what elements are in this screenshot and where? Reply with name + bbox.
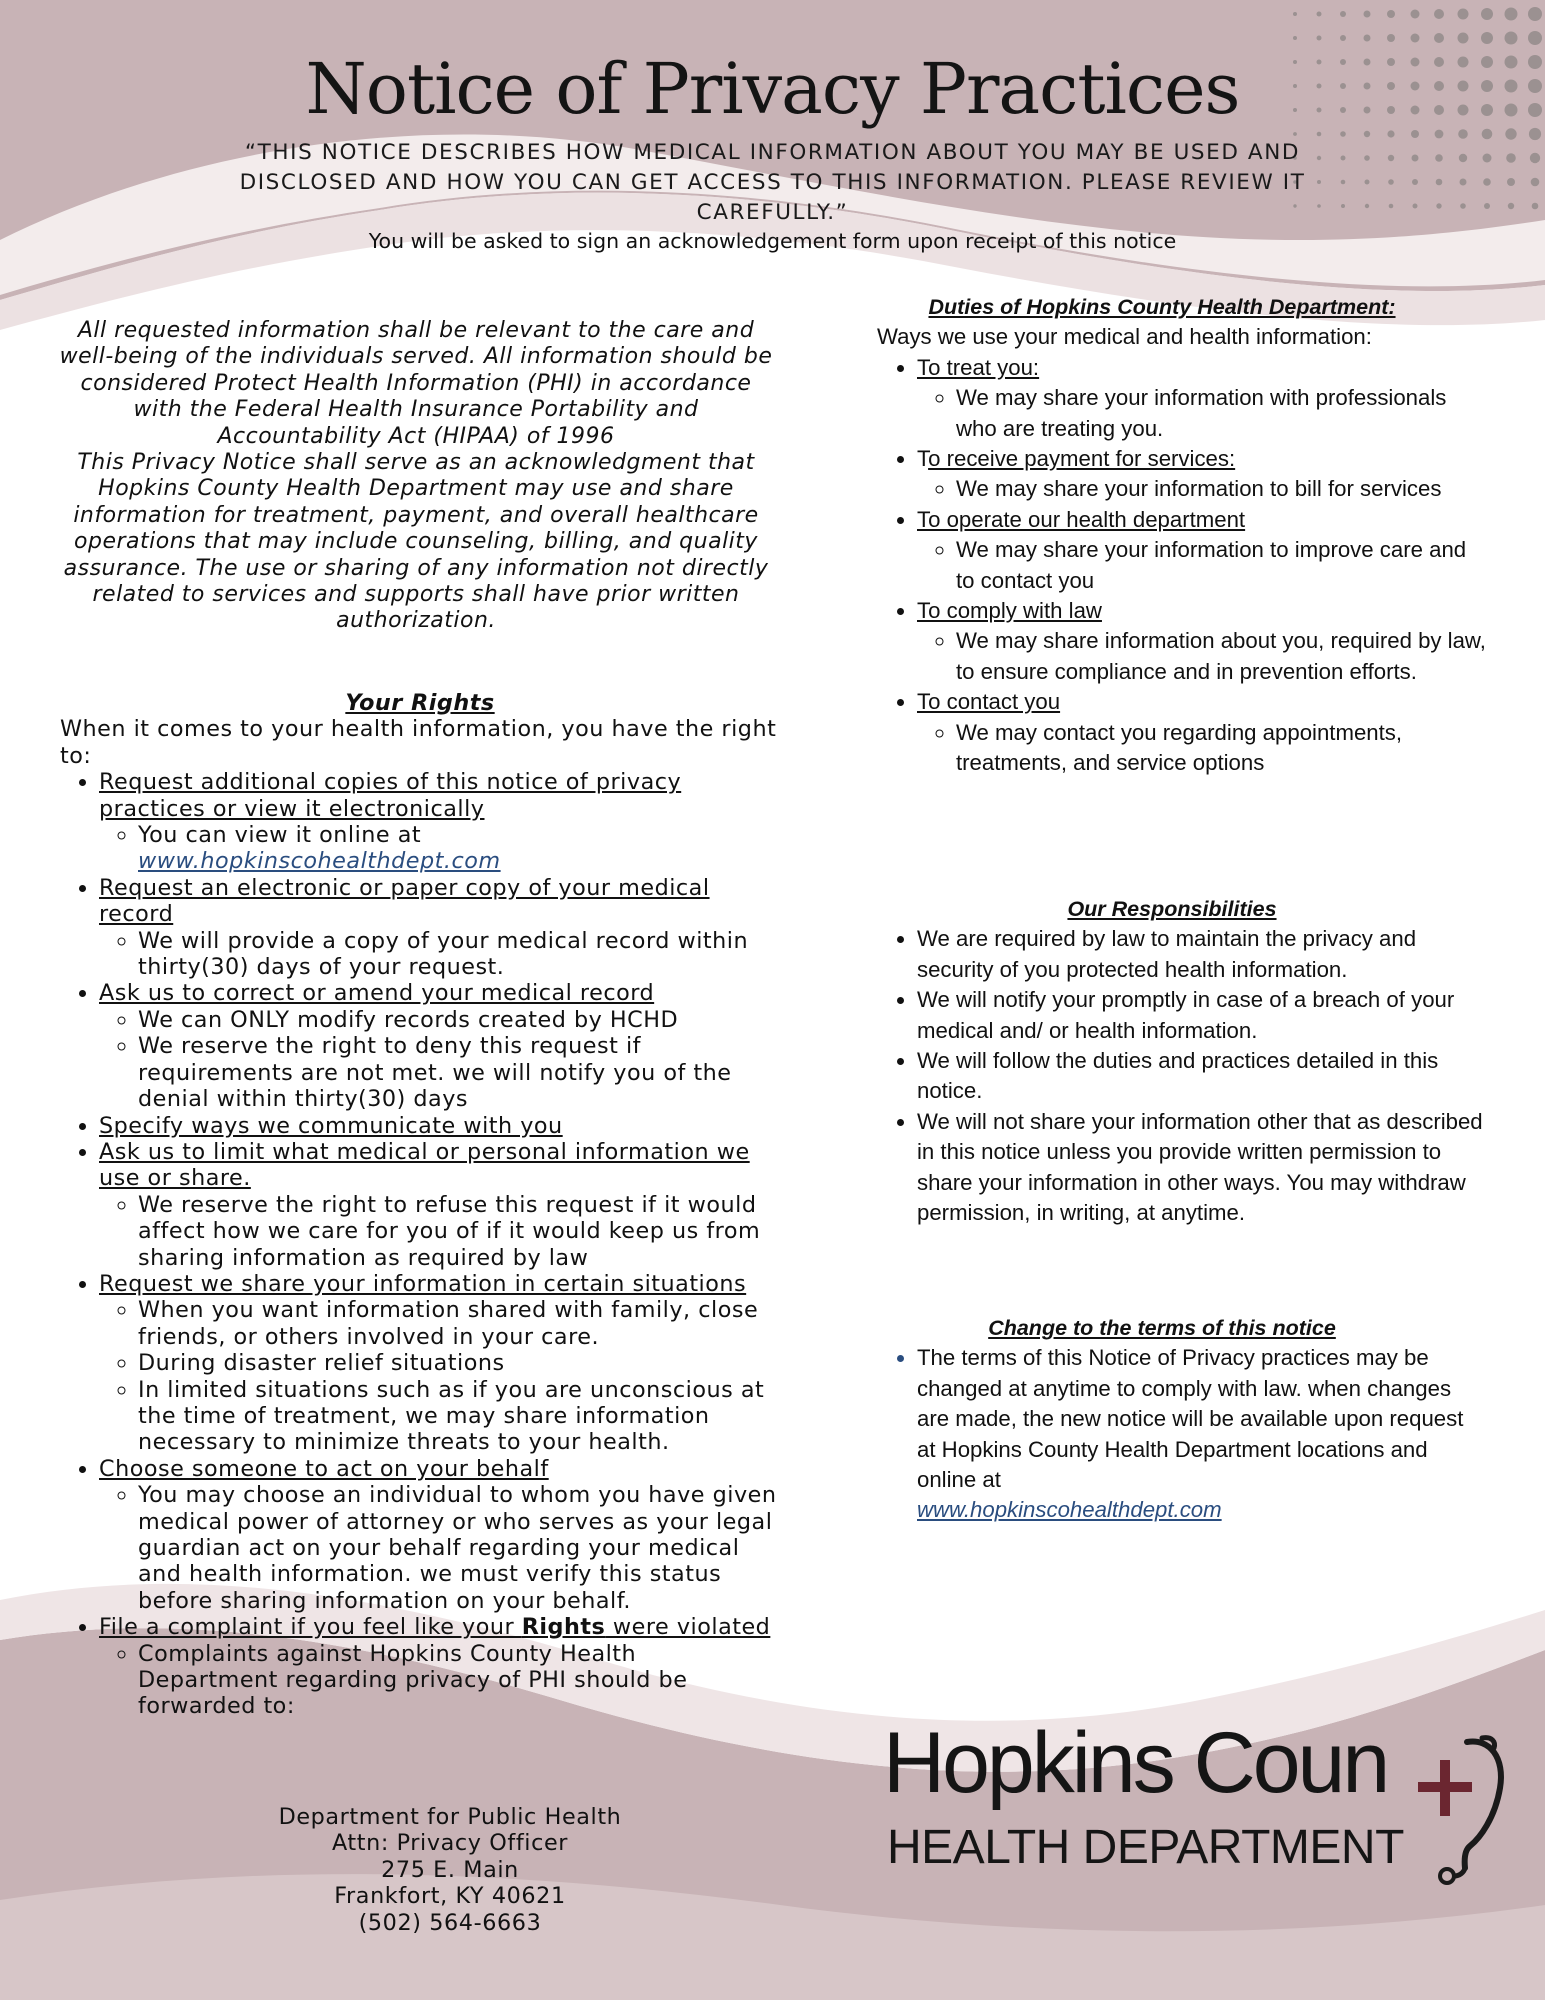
- sub-list-item: ◦ In limited situations such as if you are unconscious at the time of treatment, we may share information necessary to minimize threats to your health.: [138, 1377, 780, 1456]
- decorative-dot: [1340, 11, 1346, 17]
- decorative-dot: [1317, 36, 1322, 41]
- list-item: [99, 1614, 780, 1720]
- decorative-dot: [1293, 36, 1297, 40]
- list-item-label: Ask us to correct or amend your medical record: [99, 980, 655, 1007]
- sub-list-item: ◦ Complaints against Hopkins County Health Department regarding privacy of PHI should be forwarded to:: [138, 1641, 780, 1720]
- hopkins-county-logo: [880, 1715, 1520, 1888]
- list-item-label: Specify ways we communicate with you: [99, 1112, 563, 1139]
- decorative-dot: [1341, 204, 1345, 208]
- list-item: • We will notify your promptly in case of a breach of your medical and/ or health information.: [917, 985, 1487, 1046]
- rights-lead: When it comes to your health information, you have the right to:: [60, 716, 777, 769]
- decorative-dot: [1388, 155, 1394, 161]
- decorative-dot: [1458, 9, 1469, 20]
- acknowledgement-note: You will be asked to sign an acknowledgement form upon receipt of this notice: [368, 229, 1177, 253]
- decorative-dot: [1435, 154, 1443, 162]
- decorative-dot: [1505, 8, 1518, 21]
- decorative-dot: [1532, 203, 1539, 210]
- decorative-dot: [1340, 131, 1346, 137]
- your-rights-heading: Your Rights: [345, 690, 495, 716]
- responsibilities-list: [877, 924, 1487, 1228]
- decorative-dot: [1388, 179, 1394, 185]
- notice-line: CAREFULLY.”: [696, 200, 849, 225]
- label-part: File a complaint if you feel like your: [99, 1614, 522, 1641]
- decorative-dot: [1436, 179, 1443, 186]
- list-item-label: To treat you:: [917, 354, 1040, 380]
- label-part: were violated: [605, 1614, 771, 1641]
- list-item: [917, 444, 1487, 505]
- sub-list-item: ◦ When you want information shared with family, close friends, or others involved in your care.: [138, 1297, 780, 1350]
- label-part: T: [917, 446, 929, 472]
- decorative-dot: [1364, 11, 1371, 18]
- mailing-address: [200, 1804, 700, 1936]
- list-item: • We are required by law to maintain the privacy and security of you protected health information.: [917, 924, 1487, 985]
- sub-list-item: ◦ During disaster relief situations: [138, 1350, 780, 1376]
- sub-list-item: ◦ We may share your information to bill for services: [956, 474, 1487, 504]
- decorative-dot: [1436, 203, 1441, 208]
- list-item: [917, 505, 1487, 596]
- notice-statement: [210, 138, 1335, 228]
- list-item-label: Request additional copies of this notice of privacy practices or view it electronically: [99, 769, 682, 822]
- decorative-dot: [1483, 178, 1491, 186]
- decorative-dot: [1340, 35, 1346, 41]
- decorative-dot: [1484, 203, 1490, 209]
- your-rights-section: [60, 690, 780, 1720]
- decorative-dot: [1434, 9, 1444, 19]
- decorative-dot: [1365, 204, 1369, 208]
- list-item-label: To comply with law: [917, 598, 1102, 624]
- logo-wordmark: Hopkins Coun: [883, 1715, 1388, 1811]
- duties-heading: Duties of Hopkins County Health Department:: [928, 295, 1396, 319]
- duties-section: [877, 292, 1487, 779]
- list-item: [99, 1113, 780, 1139]
- decorative-dot: [1530, 153, 1540, 163]
- decorative-dot: [1364, 155, 1370, 161]
- decorative-dot: [1364, 131, 1370, 137]
- decorative-dot: [1411, 34, 1420, 43]
- responsibilities-section: [877, 894, 1487, 1228]
- decorative-dot: [1481, 32, 1493, 44]
- intro-paragraph: This Privacy Notice shall serve as an acknowledgment that Hopkins County Health Department may use and share information for treatment, payment, and overall healthcare operations that may include counseling, billing, and quality assurance. The use or sharing of any information not directly related to services and supports shall have prior written authorization.: [63, 450, 769, 634]
- decorative-dot: [1411, 10, 1420, 19]
- sub-list-item: ◦ We may share your information with professionals who are treating you.: [956, 383, 1487, 444]
- decorative-dot: [1387, 10, 1395, 18]
- intro-statement: [56, 318, 776, 635]
- decorative-dot: [1460, 179, 1467, 186]
- address-line: Attn: Privacy Officer: [331, 1830, 569, 1857]
- sub-list-item: ◦ We reserve the right to refuse this request if it would affect how we care for you of if it would keep us from sharing information as required by law: [138, 1192, 780, 1271]
- decorative-dot: [1341, 156, 1346, 161]
- duties-lead: Ways we use your medical and health information:: [877, 324, 1372, 350]
- notice-line: DISCLOSED AND HOW YOU CAN GET ACCESS TO THIS INFORMATION. PLEASE REVIEW IT: [239, 170, 1306, 195]
- address-line: Department for Public Health: [278, 1804, 622, 1830]
- list-item-label: Request we share your information in certain situations: [99, 1270, 747, 1297]
- page-title: Notice of Privacy Practices: [305, 48, 1240, 130]
- decorative-dot: [1293, 12, 1297, 16]
- website-link[interactable]: www.hopkinscohealthdept.com: [138, 848, 501, 875]
- list-item: [917, 596, 1487, 687]
- responsibilities-heading: Our Responsibilities: [1067, 897, 1277, 921]
- decorative-dot: [1458, 129, 1468, 139]
- sub-list-item: ◦ We can ONLY modify records created by HCHD: [138, 1007, 780, 1033]
- list-item-label: To contact you: [917, 689, 1061, 715]
- decorative-dot: [1507, 178, 1515, 186]
- decorative-dot: [1317, 132, 1322, 137]
- decorative-dot: [1531, 178, 1540, 187]
- decorative-dot: [1460, 203, 1466, 209]
- website-link[interactable]: www.hopkinscohealthdept.com: [917, 1497, 1222, 1523]
- decorative-dot: [1341, 180, 1346, 185]
- address-line: Frankfort, KY 40621: [334, 1883, 566, 1910]
- list-item: • We will follow the duties and practices detailed in this notice.: [917, 1046, 1487, 1107]
- list-item-label: Ask us to limit what medical or personal information we use or share.: [99, 1138, 750, 1192]
- sub-list-item: ◦ We may share your information to improve care and to contact you: [956, 535, 1487, 596]
- list-item: [99, 1139, 780, 1271]
- decorative-dot: [1483, 154, 1492, 163]
- sub-list-item: ◦ We will provide a copy of your medical record within thirty(30) days of your request.: [138, 928, 780, 981]
- decorative-dot: [1481, 8, 1493, 20]
- list-item: [99, 1271, 780, 1456]
- list-item: [917, 353, 1487, 444]
- list-item: [99, 980, 780, 1112]
- decorative-dot: [1387, 130, 1394, 137]
- decorative-dot: [1505, 128, 1516, 139]
- list-item-text: The terms of this Notice of Privacy practices may be changed at anytime to comply with law. when changes are made, the new notice will be available upon request at Hopkins County Health Department locations and online at: [917, 1345, 1464, 1493]
- decorative-dot: [1458, 33, 1469, 44]
- rights-list: [60, 769, 780, 1720]
- list-item: • We will not share your information other that as described in this notice unless you provide written permission to share your information in other ways. You may withdraw permission, in writing, at anytime.: [917, 1107, 1487, 1229]
- decorative-dot: [1508, 203, 1514, 209]
- list-item-label: To operate our health department: [917, 506, 1246, 532]
- logo-subtitle: HEALTH DEPARTMENT: [887, 1821, 1404, 1874]
- decorative-dot: [1365, 180, 1370, 185]
- notice-line: “THIS NOTICE DESCRIBES HOW MEDICAL INFORMATION ABOUT YOU MAY BE USED AND: [244, 140, 1301, 165]
- stethoscope-icon: [880, 1728, 1520, 1888]
- decorative-dot: [1293, 132, 1297, 136]
- list-item-label: o receive payment for services:: [928, 446, 1236, 472]
- list-item-label: Choose someone to act on your behalf: [99, 1455, 549, 1482]
- sub-list-item: [138, 822, 780, 875]
- decorative-dot: [1434, 33, 1444, 43]
- decorative-dot: [1528, 7, 1542, 21]
- decorative-dot: [1435, 130, 1444, 139]
- decorative-dot: [1389, 204, 1394, 209]
- decorative-dot: [1459, 154, 1467, 162]
- decorative-dot: [1412, 179, 1418, 185]
- decorative-dot: [1413, 204, 1418, 209]
- decorative-dot: [1505, 32, 1518, 45]
- sub-list-item: ◦ We reserve the right to deny this request if requirements are not met. we will notify you of the denial within thirty(30) days: [138, 1033, 780, 1112]
- sub-list-item: ◦ We may share information about you, required by law, to ensure compliance and in prevention efforts.: [956, 626, 1487, 687]
- address-line: 275 E. Main: [381, 1856, 519, 1883]
- decorative-dot: [1411, 130, 1419, 138]
- list-item-label: [99, 1614, 770, 1640]
- intro-paragraph: All requested information shall be relevant to the care and well-being of the individuals served. All information should be considered Protect Health Information (PHI) in accordance with the Federal Health Insurance Portability and Accountability Act (HIPAA) of 1996: [59, 318, 773, 449]
- list-item: [917, 1343, 1487, 1525]
- decorative-dot: [1506, 153, 1516, 163]
- list-item: [99, 875, 780, 981]
- changes-list: [877, 1343, 1487, 1525]
- list-item: [99, 769, 780, 875]
- list-item: [99, 1456, 780, 1614]
- decorative-dot: [1412, 155, 1419, 162]
- address-line: (502) 564-6663: [358, 1909, 542, 1936]
- decorative-dot: [1482, 129, 1493, 140]
- sub-item-text: You can view it online at: [138, 822, 422, 849]
- list-item: [917, 687, 1487, 778]
- changes-heading: Change to the terms of this notice: [988, 1316, 1336, 1340]
- decorative-dot: [1387, 34, 1395, 42]
- sub-list-item: ◦ You may choose an individual to whom you have given medical power of attorney or who serves as your legal guardian act on your behalf regarding your medical and health information. we must verify this status before sharing information on your behalf.: [138, 1482, 780, 1614]
- changes-section: [877, 1313, 1487, 1526]
- list-item-label: Request an electronic or paper copy of your medical record: [99, 874, 710, 928]
- decorative-dot: [1364, 35, 1371, 42]
- sub-list-item: ◦ We may contact you regarding appointments, treatments, and service options: [956, 718, 1487, 779]
- decorative-dot: [1528, 31, 1542, 45]
- decorative-dot: [1317, 12, 1322, 17]
- label-bold: Rights: [521, 1614, 606, 1641]
- duties-list: [877, 353, 1487, 779]
